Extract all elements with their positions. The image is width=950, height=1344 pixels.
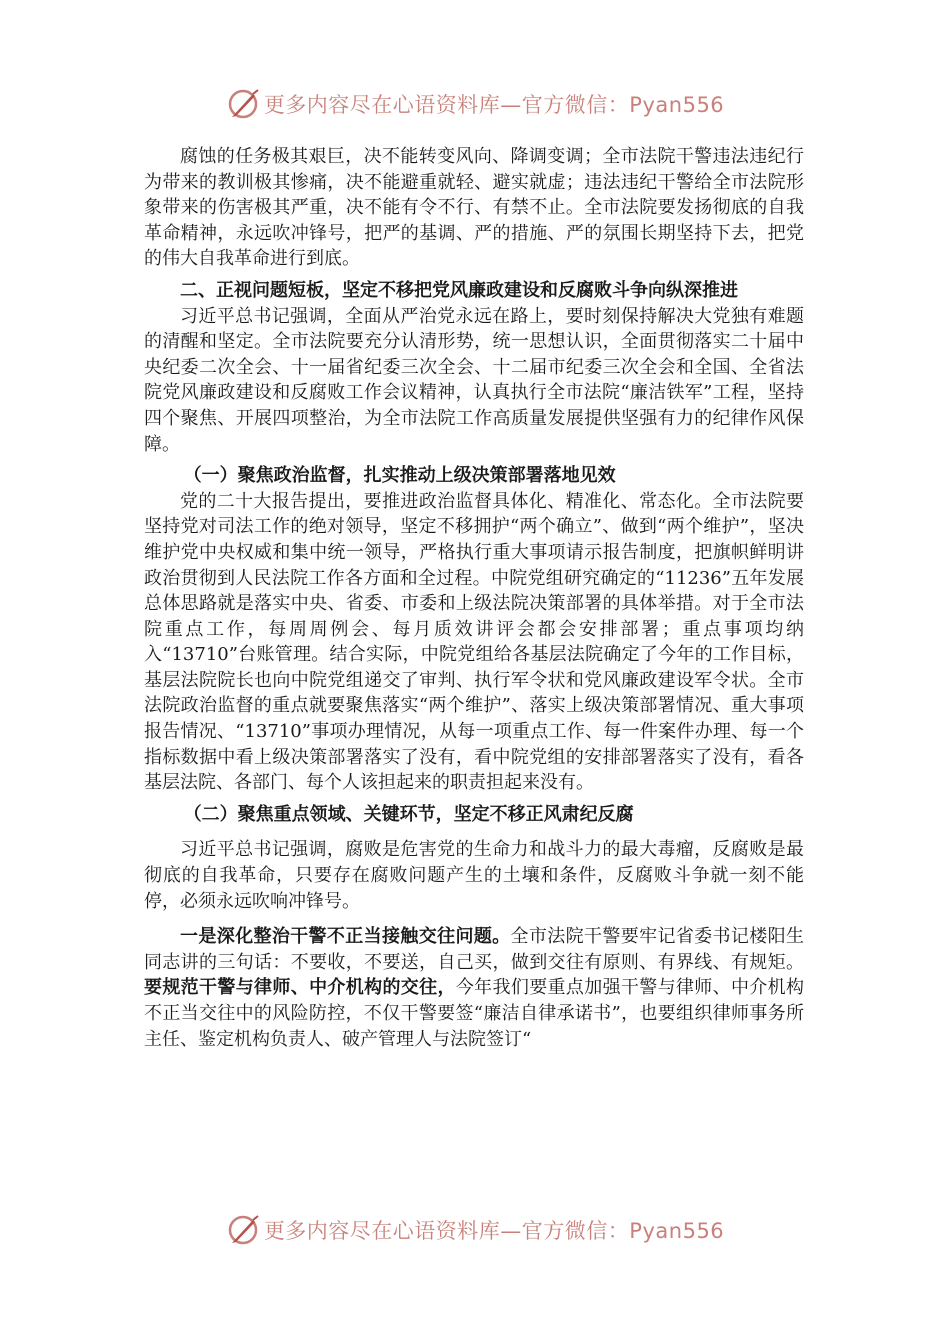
section-heading: 二、正视问题短板，坚定不移把党风廉政建设和反腐败斗争向纵深推进 xyxy=(180,279,738,301)
watermark-text: 更多内容尽在心语资料库—官方微信：Pyan556 xyxy=(263,1219,725,1243)
paragraph-text: 全市法院干警要牢记省委书记楼阳生同志讲的三句话：不要收，不要送，自己买，做到交往有原则、有界线、有规矩。 xyxy=(144,926,804,973)
paragraph: 腐蚀的任务极其艰巨，决不能转变风向、降调变调；全市法院干警违法违纪行为带来的教训极其惨痛，决不能避重就轻、避实就虚；违法违纪干警给全市法院形象带来的伤害极其严重，决不能有令不行、有禁不止。全市法院要发扬彻底的自我革命精神，永远吹冲锋号，把严的基调、严的措施、严的氛围长期坚持下去，把党的伟大自我革命进行到底。 xyxy=(144,146,804,270)
quill-pen-icon xyxy=(226,87,260,121)
paragraph-text: 今年我们要重点加强干警与律师、中介机构不正当交往中的风险防控，不仅干警要签“廉洁自律承诺书”，也要组织律师事务所主任、鉴定机构负责人、破产管理人与法院签订“ xyxy=(144,977,804,1050)
document-body xyxy=(144,144,804,1052)
header-watermark-banner xyxy=(0,84,950,124)
paragraph: 习近平总书记强调，全面从严治党永远在路上，要时刻保持解决大党独有难题的清醒和坚定。全市法院要充分认清形势，统一思想认识，全面贯彻落实二十届中央纪委二次全会、十一届省纪委三次全会、十二届市纪委三次全会和全国、全省法院党风廉政建设和反腐败工作会议精神，认真执行全市法院“廉洁铁军”工程，坚持四个聚焦、开展四项整治，为全市法院工作高质量发展提供坚强有力的纪律作风保障。 xyxy=(144,305,804,455)
subsection-heading: （二）聚焦重点领域、关键环节，坚定不移正风肃纪反腐 xyxy=(183,803,634,825)
paragraph xyxy=(144,924,804,1052)
subsection-heading: （一）聚焦政治监督，扎实推动上级决策部署落地见效 xyxy=(183,465,616,487)
bold-lead: 要规范干警与律师、中介机构的交往， xyxy=(144,977,456,999)
paragraph: 习近平总书记强调，腐败是危害党的生命力和战斗力的最大毒瘤，反腐败是最彻底的自我革命，只要存在腐败问题产生的土壤和条件，反腐败斗争就一刻不能停，必须永远吹响冲锋号。 xyxy=(144,839,804,912)
paragraph: 党的二十大报告提出，要推进政治监督具体化、精准化、常态化。全市法院要坚持党对司法工作的绝对领导，坚定不移拥护“两个确立”、做到“两个维护”，坚决维护党中央权威和集中统一领导，严格执行重大事项请示报告制度，把旗帜鲜明讲政治贯彻到人民法院工作各方面和全过程。中院党组研究确定的“11236”五年发展总体思路就是落实中央、省委、市委和上级法院决策部署的具体举措。对于全市法院重点工作，每周周例会、每月质效讲评会都会安排部署；重点事项均纳入“13710”台账管理。结合实际，中院党组给各基层法院确定了今年的工作目标，基层法院院长也向中院党组递交了审判、执行军令状和党风廉政建设军令状。全市法院政治监督的重点就要聚焦落实“两个维护”、落实上级决策部署情况、重大事项报告情况、“13710”事项办理情况，从每一项重点工作、每一件案件办理、每一个指标数据中看上级决策部署落实了没有，看中院党组的安排部署落实了没有，看各基层法院、各部门、每个人该担起来的职责担起来没有。 xyxy=(144,490,804,794)
bold-lead: 一是深化整治干警不正当接触交往问题。 xyxy=(180,926,511,948)
watermark-text: 更多内容尽在心语资料库—官方微信：Pyan556 xyxy=(263,93,725,117)
quill-pen-icon xyxy=(226,1213,260,1247)
footer-watermark-banner xyxy=(0,1210,950,1250)
